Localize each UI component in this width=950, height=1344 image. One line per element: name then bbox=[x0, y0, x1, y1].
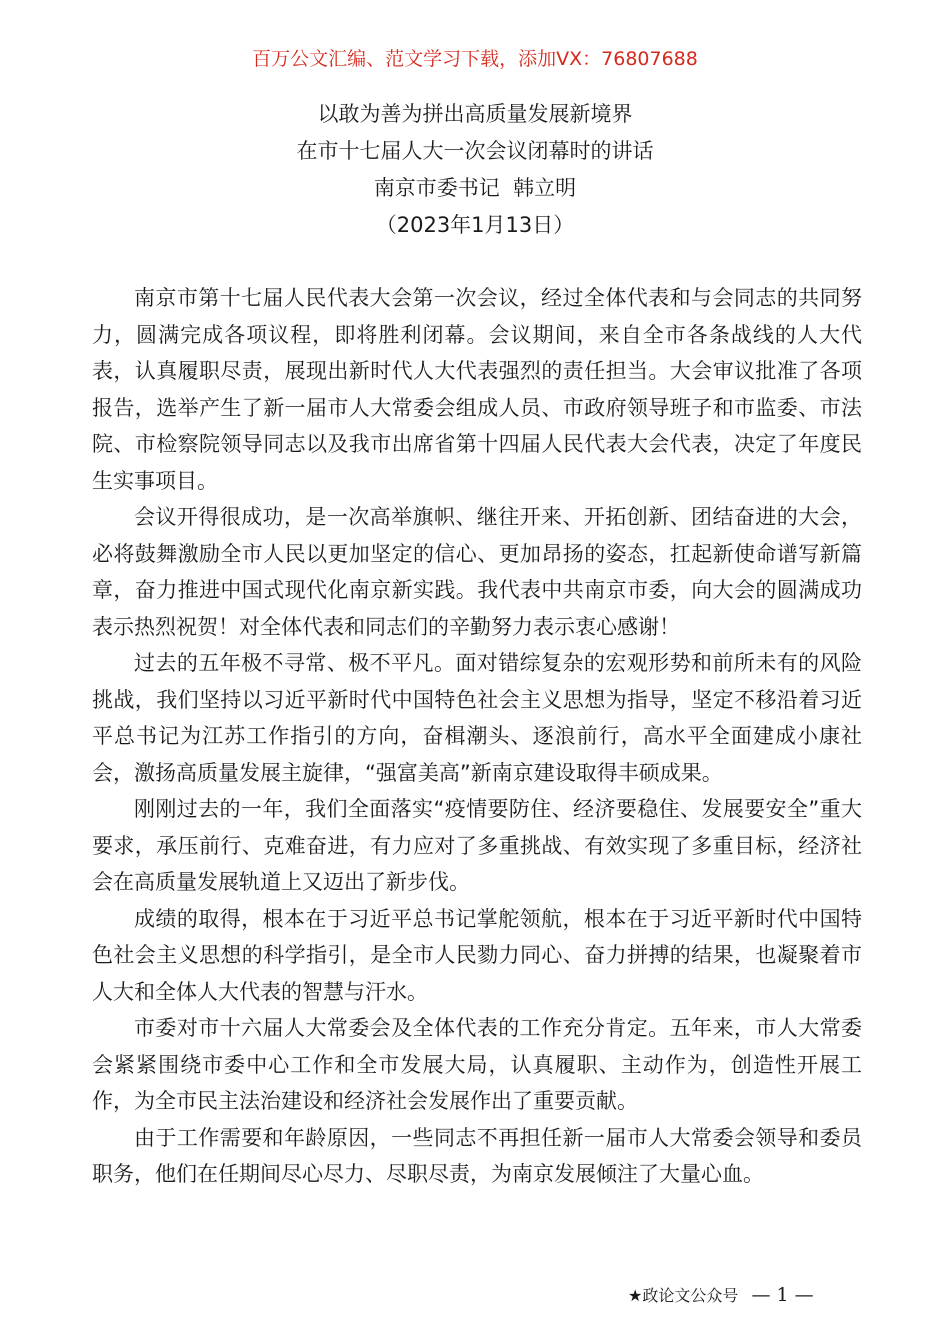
page-footer bbox=[628, 1280, 868, 1311]
footer-source: ★政论文公众号 bbox=[628, 1286, 739, 1305]
speech-body bbox=[92, 280, 862, 1193]
download-banner: 百万公文汇编、范文学习下载，添加VX：76807688 bbox=[252, 48, 698, 70]
paragraph: 南京市第十七届人民代表大会第一次会议，经过全体代表和与会同志的共同努力，圆满完成各项议程，即将胜利闭幕。会议期间，来自全市各条战线的人大代表，认真履职尽责，展现出新时代人大代表强烈的责任担当。大会审议批准了各项报告，选举产生了新一届市人大常委会组成人员、市政府领导班子和市监委、市法院、市检察院领导同志以及我市出席省第十四届人民代表大会代表，决定了年度民生实事项目。 bbox=[92, 286, 862, 493]
paragraph: 会议开得很成功，是一次高举旗帜、继往开来、开拓创新、团结奋进的大会，必将鼓舞激励全市人民以更加坚定的信心、更加昂扬的姿态，扛起新使命谱写新篇章，奋力推进中国式现代化南京新实践。我代表中共南京市委，向大会的圆满成功表示热烈祝贺！对全体代表和同志们的辛勤努力表示衷心感谢！ bbox=[92, 505, 862, 639]
paragraph: 过去的五年极不寻常、极不平凡。面对错综复杂的宏观形势和前所未有的风险挑战，我们坚持以习近平新时代中国特色社会主义思想为指导，坚定不移沿着习近平总书记为江苏工作指引的方向，奋楫潮头、逐浪前行，高水平全面建成小康社会，激扬高质量发展主旋律，“强富美高”新南京建设取得丰硕成果。 bbox=[92, 651, 862, 785]
page-number: — 1 — bbox=[751, 1284, 814, 1306]
paragraph: 市委对市十六届人大常委会及全体代表的工作充分肯定。五年来，市人大常委会紧紧围绕市委中心工作和全市发展大局，认真履职、主动作为，创造性开展工作，为全市民主法治建设和经济社会发展作出了重要贡献。 bbox=[92, 1016, 862, 1113]
speech-subtitle: 在市十七届人大一次会议闭幕时的讲话 bbox=[296, 139, 654, 163]
speaker-line: 南京市委书记 韩立明 bbox=[373, 176, 577, 200]
speech-title: 以敢为善为拼出高质量发展新境界 bbox=[317, 102, 633, 126]
speech-header bbox=[0, 96, 950, 244]
paragraph: 成绩的取得，根本在于习近平总书记掌舵领航，根本在于习近平新时代中国特色社会主义思想的科学指引，是全市人民勠力同心、奋力拼搏的结果，也凝聚着市人大和全体人大代表的智慧与汗水。 bbox=[92, 906, 862, 1004]
speech-date: （2023年1月13日） bbox=[375, 213, 575, 237]
paragraph: 刚刚过去的一年，我们全面落实“疫情要防住、经济要稳住、发展要安全”重大要求，承压前行、克难奋进，有力应对了多重挑战、有效实现了多重目标，经济社会在高质量发展轨道上又迈出了新步伐。 bbox=[92, 797, 862, 894]
paragraph: 由于工作需要和年龄原因，一些同志不再担任新一届市人大常委会领导和委员职务，他们在任期间尽心尽力、尽职尽责，为南京发展倾注了大量心血。 bbox=[92, 1125, 862, 1186]
